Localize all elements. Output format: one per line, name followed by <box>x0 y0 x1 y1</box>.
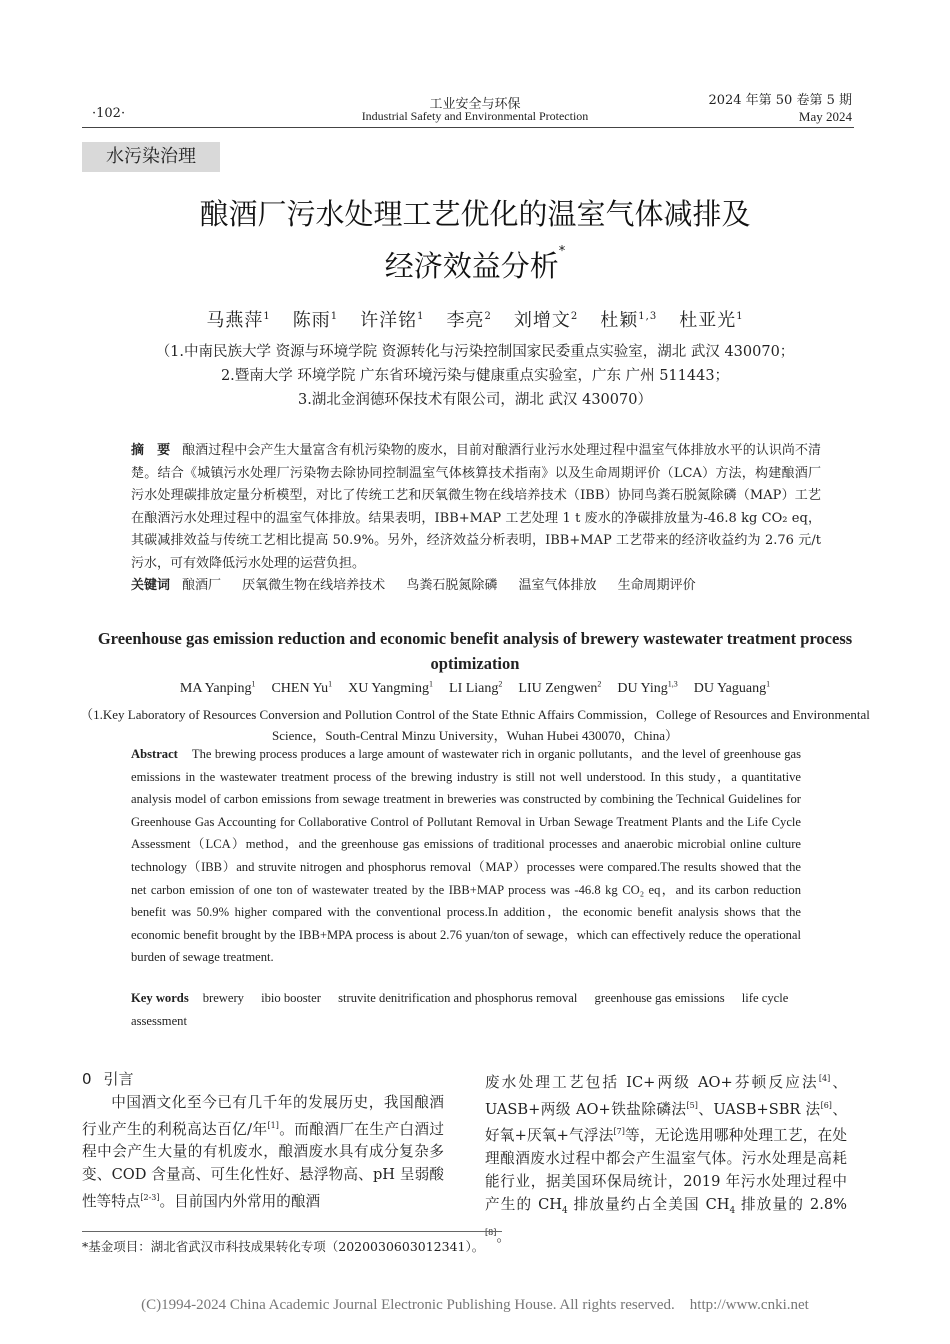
author-en <box>617 681 677 696</box>
funding-marker: * <box>558 244 566 259</box>
author-name: 杜颖 <box>600 310 639 331</box>
author-affiliation-index: 1 <box>330 311 339 322</box>
author-en <box>180 681 256 696</box>
article-title-line1: 酿酒厂污水处理工艺优化的温室气体减排及 <box>199 197 751 231</box>
author-affiliation-index: 1 <box>328 679 333 688</box>
article-title-text: 经济效益分析 <box>384 249 559 283</box>
affiliation-cn-3: 3.湖北金润德环保技术有限公司，湖北 武汉 430070） <box>298 392 652 408</box>
author-affiliation-index: 2 <box>484 311 492 322</box>
abstract-cn-label: 摘 要 <box>131 443 171 458</box>
author-en <box>694 681 770 696</box>
journal-title-cn: 工业安全与环保 <box>429 97 521 112</box>
citation: [6] <box>820 1100 832 1110</box>
issue-cn: 2024 年第 50 卷第 5 期 <box>708 93 852 108</box>
keywords-en-label: Key words <box>131 991 189 1005</box>
keywords-cn-list <box>182 578 713 593</box>
keyword: struvite denitrification and phosphorus removal <box>338 991 578 1005</box>
body-column-right <box>485 1068 847 1249</box>
header-rule <box>82 127 854 128</box>
abstract-cn <box>131 440 821 576</box>
author-en <box>271 681 332 696</box>
author-cn <box>293 310 338 331</box>
keywords-en-list <box>131 991 788 1028</box>
author-affiliation-index: 2 <box>597 679 602 688</box>
abstract-cn-text: 酿酒过程中会产生大量富含有机污染物的废水，目前对酿酒行业污水处理过程中温室气体排放水平的认识尚不清楚。结合《城镇污水处理厂污染物去除协同控制温室气体核算技术指南》以及生命周期评价（LCA）方法，构建酿酒厂污水处理碳排放定量分析模型，对比了传统工艺和厌氧微生物在线培养技术（IBB）协同鸟粪石脱氮除磷（MAP）工艺在酿酒污水处理过程中的温室气体排放。结果表明，IBB+MAP 工艺处理 1 t 废水的净碳排放量为-46.8 kg CO₂ eq，其碳减排效益与传统工艺相比提高 50.9%。另外，经济效益分析表明，IBB+MAP 工艺带来的经济收益约为 2.76 元/t 污水，可有效降低污水处理的运营负担。 <box>131 443 821 571</box>
section-number: 0 <box>82 1070 92 1088</box>
body-text: 、好氧+厌氧+气浮法 <box>485 1100 847 1145</box>
keyword: greenhouse gas emissions <box>594 991 725 1005</box>
keyword: 生命周期评价 <box>617 578 696 593</box>
author-name: 李亮 <box>446 310 485 331</box>
author-cn <box>206 310 270 331</box>
footnote: *基金项目：湖北省武汉市科技成果转化专项（2020030603012341）。 <box>82 1239 485 1254</box>
author-name: 刘增文 <box>513 310 571 331</box>
keywords-cn-label: 关键词 <box>131 578 171 593</box>
citation: [4] <box>818 1074 831 1083</box>
author-affiliation-index: 1,3 <box>667 679 678 688</box>
author-cn <box>360 310 424 331</box>
author-name: DU Ying <box>617 680 668 696</box>
affiliation-en: （1.Key Laboratory of Resources Conversion and Pollution Control of the State Ethnic Affairs Commission，College of Resources and Environmental Science，South-Central Minzu University，Wuhan Hubei 430070，China） <box>80 707 870 743</box>
author-name: DU Yaguang <box>693 680 767 696</box>
body-text: 排放量的 2.8% <box>735 1195 847 1213</box>
author-en <box>449 681 502 696</box>
body-text: 中国酒文化至今已有几千年的发展历史，我国酿酒行业产生的利税高达百亿/年 <box>82 1094 444 1138</box>
author-affiliation-index: 2 <box>498 679 503 688</box>
author-cn <box>447 310 492 331</box>
keyword: ibio booster <box>261 991 321 1005</box>
author-name: 杜亚光 <box>679 310 737 331</box>
body-text: 、UASB+SBR 法 <box>697 1100 821 1118</box>
author-affiliation-index: 1 <box>766 679 771 688</box>
body-text: 。而酿酒厂在生产白酒过程中会产生大量的有机废水，酿酒废水具有成分复杂多变、COD 含量高、可生化性好、悬浮物高、pH 呈弱酸性等特点 <box>82 1120 444 1210</box>
body-text: 、UASB+两级 AO+铁盐除磷法 <box>485 1073 847 1118</box>
section-title: 引言 <box>103 1070 134 1088</box>
affiliation-cn-2: 2.暨南大学 环境学院 广东省环境污染与健康重点实验室，广东 广州 511443； <box>220 368 730 384</box>
keyword: 酿酒厂 <box>182 578 222 593</box>
author-cn <box>600 310 657 331</box>
author-affiliation-index: 1 <box>417 311 425 322</box>
keywords-cn <box>131 575 821 598</box>
author-cn <box>514 310 578 331</box>
footnote-rule <box>82 1231 502 1232</box>
citation: [5] <box>686 1100 698 1110</box>
author-name: 陈雨 <box>292 310 331 331</box>
keyword: brewery <box>202 991 244 1005</box>
body-column-left <box>82 1092 444 1214</box>
author-affiliation-index: 1 <box>429 679 434 688</box>
author-en <box>348 681 433 696</box>
author-en <box>518 681 601 696</box>
author-affiliation-index: 2 <box>570 311 579 322</box>
citation: [7] <box>613 1127 625 1137</box>
issue-info <box>708 93 852 125</box>
body-text: 废水处理工艺包括 IC+两级 AO+芬顿反应法 <box>485 1073 819 1091</box>
author-name: CHEN Yu <box>271 680 329 696</box>
article-title-en: Greenhouse gas emission reduction and economic benefit analysis of brewery wastewater treatment process optimization <box>97 629 853 673</box>
author-affiliation-index: 1 <box>251 679 256 688</box>
article-title-line2 <box>0 244 950 285</box>
author-name: XU Yangming <box>348 680 430 696</box>
section-tag: 水污染治理 <box>82 142 220 172</box>
keywords-en <box>131 987 801 1032</box>
author-name: LIU Zengwen <box>518 680 598 696</box>
keyword: 温室气体排放 <box>518 578 597 593</box>
body-text: 。 <box>496 1228 511 1246</box>
citation: [8] <box>485 1228 497 1238</box>
authors-en <box>0 679 950 697</box>
subscript: 4 <box>562 1205 568 1216</box>
issue-en: May 2024 <box>798 109 852 124</box>
author-cn <box>679 310 743 331</box>
page-number: ·102· <box>92 106 126 121</box>
body-text: 排放量约占全美国 CH <box>567 1195 730 1213</box>
keyword: 厌氧微生物在线培养技术 <box>242 578 386 593</box>
abstract-en-text: The brewing process produces a large amount of wastewater rich in organic pollutants，and the level of greenhouse gas emissions in the wastewater treatment process of the brewing industry is still not well understood. In this study，a quantitative analysis model of carbon emissions from sewage treatment in breweries was constructed by combining the Technical Guidelines for Greenhouse Gas Accounting for Collaborative Control of Pollutant Removal in Urban Sewage Treatment Plants and the Life Cycle Assessment（LCA）method，and the greenhouse gas emissions of traditional processes and anaerobic microbial online culture technology（IBB）and struvite nitrogen and phosphorus removal（MAP）processes were compared.The results showed that the net carbon emission of one ton of wastewater treated by the IBB+MAP process was -46.8 kg CO₂ eq，and its carbon reduction benefit was 50.9% higher compared with the conventional process.In addition，the economic benefit analysis shows that the economic benefit brought by the IBB+MPA process is about 2.76 yuan/ton of sewage，which can effectively reduce the operational burden of sewage treatment. <box>131 747 801 965</box>
citation: [2-3] <box>140 1193 160 1203</box>
author-name: 马燕萍 <box>206 310 264 331</box>
affiliation-cn-1: （1.中南民族大学 资源与环境学院 资源转化与污染控制国家民委重点实验室，湖北 武汉 430070； <box>155 344 795 360</box>
author-affiliation-index: 1 <box>263 311 271 322</box>
author-name: LI Liang <box>449 680 499 696</box>
copyright-watermark: (C)1994-2024 China Academic Journal Electronic Publishing House. All rights reserved. http://www.cnki.net <box>141 1297 809 1313</box>
citation: [1] <box>267 1120 279 1130</box>
author-affiliation-index: 1 <box>736 311 744 322</box>
keyword: life cycle assessment <box>131 991 789 1028</box>
body-text: 。目前国内外常用的酿酒 <box>159 1192 321 1210</box>
body-text: 等，无论选用哪种处理工艺，在处理酿酒废水过程中都会产生温室气体。污水处理是高耗能行业，据美国环保局统计，2019 年污水处理过程中产生的 CH <box>485 1127 847 1213</box>
abstract-en <box>131 743 801 969</box>
abstract-en-label: Abstract <box>131 747 178 761</box>
authors-cn <box>0 306 950 332</box>
section-heading <box>82 1068 134 1089</box>
subscript: 4 <box>729 1205 736 1216</box>
keyword: 鸟粪石脱氮除磷 <box>406 578 498 593</box>
journal-title-en: Industrial Safety and Environmental Protection <box>361 109 589 123</box>
author-name: MA Yanping <box>179 680 252 696</box>
author-affiliation-index: 1,3 <box>638 311 658 322</box>
author-name: 许洋铭 <box>360 310 418 331</box>
